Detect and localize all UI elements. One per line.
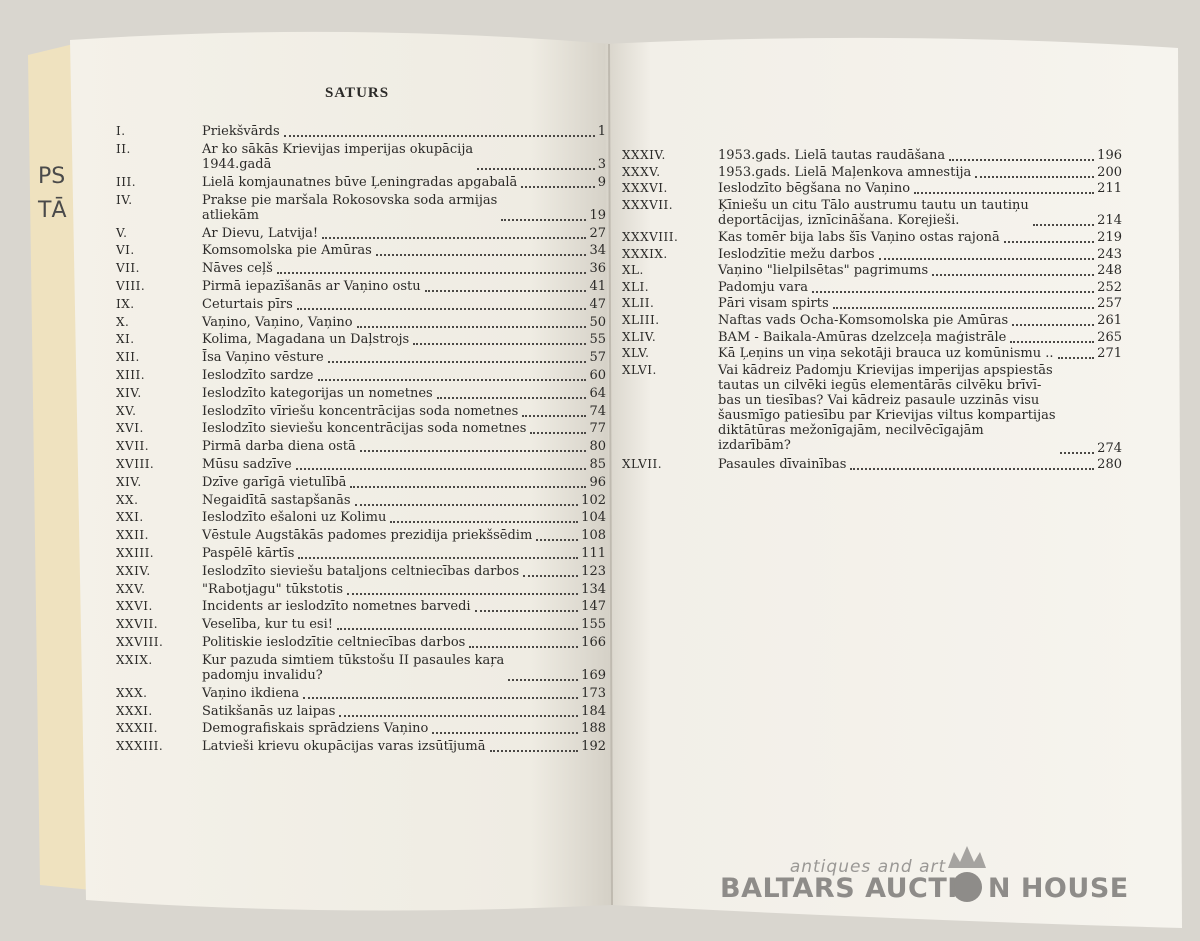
toc-entry-number: XLV.: [622, 346, 650, 361]
toc-entry-title-line: Latvieši krievu okupācijas varas izsūtījumā: [202, 739, 486, 755]
toc-entry-number: XXXI.: [116, 703, 153, 718]
toc-entry-title: [202, 142, 473, 172]
toc-entry-number: VII.: [116, 261, 140, 276]
toc-entry-number: XXVII.: [116, 617, 159, 632]
toc-entry-title: [202, 175, 517, 190]
toc-leader-dots: [475, 597, 579, 612]
toc-leader-dots: [355, 491, 579, 506]
toc-entry-page: 214: [1097, 213, 1122, 229]
toc-entry-title: [202, 315, 353, 330]
toc-entry-number: XXII.: [116, 528, 149, 543]
toc-entry-title-line: Pirmā darba diena ostā: [202, 439, 356, 455]
toc-leader-dots: [812, 278, 1094, 293]
toc-right-column: [622, 148, 1122, 508]
toc-leader-dots: [1004, 228, 1094, 243]
toc-entry-title-line: Ieslodzīto sieviešu bataljons celtniecības darbos: [202, 563, 520, 579]
toc-entry-title-line: Kas tomēr bija labs šīs Vaņino ostas rajonā: [718, 230, 1000, 245]
toc-leader-dots: [337, 615, 578, 630]
toc-entry-title-line: Īsa Vaņino vēsture: [202, 350, 324, 366]
toc-entry-title-line: Demografiskais sprādziens Vaņino: [202, 721, 429, 737]
toc-entry-title-line: Dzīve garīgā vietulībā: [202, 474, 347, 490]
toc-entry-page: 184: [581, 703, 606, 719]
toc-leader-dots: [932, 261, 1094, 276]
toc-leader-dots: [1058, 344, 1095, 359]
toc-leader-dots: [522, 402, 586, 417]
toc-entry-title-line: Vaņino, Vaņino, Vaņino: [202, 314, 353, 330]
toc-entry-title-line: izdarībām?: [718, 437, 791, 453]
toc-leader-dots: [284, 122, 595, 137]
toc-entry-title-line: Ieslodzītie mežu darbos: [718, 246, 875, 262]
toc-leader-dots: [390, 508, 578, 523]
toc-entry-number: V.: [116, 225, 128, 240]
toc-entry-number: XXVI.: [116, 599, 153, 614]
toc-entry-page: 271: [1097, 346, 1122, 362]
toc-entry-page: 96: [589, 474, 606, 490]
toc-left-column: [116, 124, 606, 784]
toc-entry-number: XXI.: [116, 510, 144, 525]
toc-entry-page: 9: [597, 174, 606, 190]
toc-entry-number: XLVII.: [622, 457, 663, 472]
toc-entry-number: VI.: [116, 243, 135, 258]
toc-entry-title-line: Prakse pie maršala Rokosovska soda armijas: [202, 192, 498, 208]
toc-entry-title: [718, 148, 945, 163]
toc-entry-title-line: tautas un cilvēki iegūs elementārās cilvēku brīvī-: [718, 377, 1042, 393]
toc-entry-title-line: Vai kādreiz Padomju Krievijas imperijas apspiestās: [718, 362, 1053, 378]
toc-entry-title-line: Satikšanās uz laipas: [202, 703, 336, 719]
watermark-brand-end: N HOUSE: [987, 873, 1129, 904]
toc-entry-title: [202, 599, 471, 614]
toc-entry-title: [202, 582, 343, 597]
toc-entry-number: XIV.: [116, 385, 142, 400]
toc-entry-page: 19: [589, 207, 606, 223]
toc-entry-page: 166: [581, 635, 606, 650]
toc-entry-title: [202, 510, 386, 525]
toc-leader-dots: [1033, 211, 1094, 226]
toc-entry-page: 252: [1097, 279, 1122, 295]
toc-entry-title: [202, 493, 351, 508]
toc-entry-number: IX.: [116, 296, 135, 311]
toc-entry-number: XI.: [116, 332, 135, 347]
toc-entry-title: [718, 313, 1008, 328]
toc-entry-page: 34: [589, 243, 606, 259]
toc-entry-title-line: Priekšvārds: [202, 124, 280, 139]
toc-leader-dots: [536, 526, 578, 541]
toc-leader-dots: [833, 294, 1095, 309]
toc-entry-title-line: BAM - Baikala-Amūras dzelzceļa maģistrāle: [718, 329, 1007, 345]
toc-leader-dots: [303, 684, 578, 699]
toc-leader-dots: [490, 737, 579, 752]
toc-entry-title-line: Pāri visam spirts: [718, 296, 829, 312]
toc-entry-title: [202, 226, 318, 241]
toc-entry-page: 55: [589, 332, 606, 348]
toc-heading: SATURS: [325, 85, 390, 101]
toc-leader-dots: [318, 366, 587, 381]
toc-leader-dots: [298, 544, 578, 559]
toc-entry-title: [718, 247, 875, 262]
toc-entry-title-line: Ar ko sākās Krievijas imperijas okupācija: [202, 141, 474, 157]
toc-entry-page: 77: [589, 421, 606, 437]
toc-entry-page: 219: [1097, 230, 1122, 245]
toc-entry-page: 3: [597, 156, 606, 172]
toc-leader-dots: [879, 245, 1095, 260]
toc-entry-number: XXXIV.: [622, 148, 666, 162]
toc-leader-dots: [530, 419, 586, 434]
toc-leader-dots: [975, 163, 1094, 178]
toc-entry-title: [202, 193, 497, 223]
toc-entry-page: 85: [589, 457, 606, 472]
toc-entry-number: XV.: [116, 403, 137, 418]
toc-entry-title: [202, 721, 428, 736]
toc-entry-title: [202, 243, 372, 258]
toc-entry-number: XXXVII.: [622, 197, 674, 212]
toc-entry-page: 188: [581, 721, 606, 737]
toc-entry-number: XVII.: [116, 439, 150, 454]
toc-entry-title: [202, 704, 335, 719]
toc-leader-dots: [328, 348, 587, 363]
toc-entry-title: [202, 279, 421, 294]
toc-entry-page: 36: [589, 261, 606, 277]
watermark-tagline: antiques and art: [789, 857, 947, 877]
toc-entry-title: [202, 739, 486, 754]
toc-entry-title-line: Lielā komjaunatnes būve Ļeningradas apgabalā: [202, 174, 518, 190]
toc-entry-title: [202, 404, 518, 419]
toc-entry-page: 111: [581, 546, 606, 561]
toc-entry-number: XIII.: [116, 368, 146, 382]
toc-entry-page: 104: [581, 510, 606, 526]
toc-entry-number: XXXVIII.: [622, 230, 679, 244]
toc-entry-page: 1: [597, 124, 606, 139]
toc-entry-page: 64: [589, 385, 606, 401]
toc-entry-title-line: Nāves ceļš: [202, 261, 273, 277]
toc-entry-title: [202, 546, 294, 561]
toc-leader-dots: [360, 437, 587, 452]
toc-entry-number: XXIII.: [116, 546, 155, 560]
toc-entry-page: 265: [1097, 329, 1122, 345]
toc-entry-page: 200: [1097, 164, 1122, 180]
toc-entry-page: 60: [589, 368, 606, 383]
toc-entry-page: 74: [589, 403, 606, 419]
toc-entry-title-line: Ieslodzīto vīriešu koncentrācijas soda nometnes: [202, 403, 519, 419]
toc-leader-dots: [297, 295, 587, 310]
watermark-brand: [720, 873, 1140, 904]
toc-entry-title: [202, 368, 314, 383]
toc-entry-page: 27: [589, 225, 606, 241]
toc-leader-dots: [914, 179, 1094, 194]
toc-leader-dots: [1010, 328, 1094, 343]
toc-entry-number: XLVI.: [622, 362, 657, 377]
toc-entry-title-line: bas un tiesības? Vai kādreiz pasaule uzzinās visu: [718, 392, 1040, 408]
cover-spine-text: PS TĀ: [38, 164, 67, 223]
toc-leader-dots: [850, 455, 1094, 470]
toc-entry-page: 243: [1097, 246, 1122, 262]
toc-entry-title: [718, 280, 808, 295]
toc-entry-title: [718, 346, 1054, 361]
toc-entry-title-line: padomju invalidu?: [202, 667, 323, 683]
toc-entry-number: XXXIII.: [116, 739, 164, 754]
toc-entry-title-line: Incidents ar ieslodzīto nometnes barvedi: [202, 599, 471, 615]
toc-entry-title: [718, 363, 1056, 453]
toc-leader-dots: [425, 277, 587, 292]
toc-entry-page: 155: [581, 617, 606, 633]
toc-leader-dots: [437, 384, 587, 399]
toc-leader-dots: [357, 313, 587, 328]
toc-entry-title: [718, 457, 846, 472]
toc-entry-page: 248: [1097, 263, 1122, 279]
toc-entry-title-line: Kā Ļeņins un viņa sekotāji brauca uz komūnismu ..: [718, 346, 1054, 362]
toc-leader-dots: [322, 224, 586, 239]
toc-entry-title: [202, 332, 409, 347]
toc-entry-title-line: Ieslodzīto sardze: [202, 368, 314, 383]
toc-entry-title-line: Kolima, Magadana un Daļstrojs: [202, 332, 410, 348]
toc-entry-number: XVI.: [116, 421, 144, 436]
toc-entry-number: XXVIII.: [116, 635, 164, 649]
toc-entry-number: XXXII.: [116, 721, 158, 736]
toc-entry-title-line: Pasaules dīvainības: [718, 457, 847, 473]
toc-entry-number: I.: [116, 124, 126, 138]
toc-entry-title-line: Ieslodzīto bēgšana no Vaņino: [718, 181, 911, 197]
toc-entry-page: 108: [581, 528, 606, 544]
toc-entry-title-line: Vaņino ikdiena: [202, 685, 300, 701]
toc-leader-dots: [469, 633, 578, 648]
toc-entry-title: [718, 181, 910, 196]
toc-entry-number: XLII.: [622, 296, 655, 311]
toc-entry-page: 123: [581, 563, 606, 579]
toc-entry-number: XXXVI.: [622, 181, 668, 196]
toc-entry-number: XXIV.: [116, 563, 151, 578]
toc-entry-number: XXXIX.: [622, 246, 668, 261]
toc-entry-number: XXIX.: [116, 652, 153, 667]
toc-leader-dots: [508, 666, 578, 681]
toc-entry-title-line: Paspēlē kārtīs: [202, 546, 295, 561]
toc-entry-number: X.: [116, 314, 130, 329]
toc-entry-title: [718, 263, 928, 278]
toc-entry-page: 169: [581, 667, 606, 683]
toc-entry-title: [718, 198, 1029, 228]
toc-entry-page: 80: [589, 439, 606, 455]
toc-entry-page: 173: [581, 685, 606, 701]
toc-entry-title: [202, 261, 273, 276]
toc-entry-title: [202, 124, 280, 139]
toc-entry-title: [202, 386, 433, 401]
toc-entry-page: 274: [1097, 440, 1122, 456]
toc-entry-page: 50: [589, 314, 606, 330]
watermark-brand-start: BALTARS AUCTI: [720, 873, 958, 904]
toc-entry-title-line: Vēstule Augstākās padomes prezidija priekšsēdim: [202, 528, 533, 544]
toc-entry-title-line: Pirmā iepazīšanās ar Vaņino ostu: [202, 279, 421, 294]
toc-entry-title-line: šausmīgo patiesību par Krievijas viltus kompartijas: [718, 407, 1056, 423]
toc-entry-title: [202, 564, 519, 579]
toc-entry-title: [202, 475, 346, 490]
toc-leader-dots: [413, 330, 586, 345]
toc-entry-page: 41: [589, 279, 606, 294]
toc-entry-title-line: Naftas vads Ocha-Komsomolska pie Amūras: [718, 313, 1009, 328]
toc-entry-number: XL.: [622, 263, 644, 278]
toc-entry-page: 257: [1097, 296, 1122, 312]
toc-entry-title: [202, 439, 356, 454]
toc-entry-number: XVIII.: [116, 457, 155, 471]
toc-entry-page: 102: [581, 492, 606, 508]
toc-entry-number: XII.: [116, 350, 140, 365]
toc-entry-title-line: Ieslodzīto sieviešu koncentrācijas soda nometnes: [202, 421, 527, 437]
toc-leader-dots: [432, 719, 578, 734]
toc-entry-title-line: "Rabotjagu" tūkstotis: [202, 581, 344, 597]
toc-leader-dots: [1012, 311, 1094, 326]
toc-entry-title-line: Ieslodzīto kategorijas un nometnes: [202, 385, 433, 401]
toc-leader-dots: [521, 173, 594, 188]
toc-entry-number: IV.: [116, 192, 133, 207]
toc-entry-title-line: Ķīniešu un citu Tālo austrumu tautu un tautiņu: [718, 197, 1029, 213]
toc-leader-dots: [347, 580, 578, 595]
toc-entry-title: [202, 635, 465, 650]
toc-entry-title-line: 1944.gadā: [202, 156, 272, 172]
toc-entry-title-line: 1953.gads. Lielā Maļenkova amnestija: [718, 164, 972, 180]
toc-entry-title-line: atliekām: [202, 207, 259, 223]
toc-leader-dots: [523, 562, 578, 577]
toc-entry-title: [202, 617, 333, 632]
toc-entry-title-line: Vaņino "lielpilsētas" pagrimums: [718, 263, 929, 279]
toc-entry-number: III.: [116, 174, 137, 189]
toc-entry-title: [718, 230, 1000, 245]
toc-entry-title: [202, 528, 532, 543]
toc-entry-title: [202, 297, 293, 312]
toc-entry-page: 57: [589, 350, 606, 366]
toc-entry-number: XXXV.: [622, 164, 661, 179]
toc-entry-title: [202, 686, 299, 701]
toc-entry-title-line: Politiskie ieslodzītie celtniecības darbos: [202, 635, 466, 650]
toc-entry-page: 196: [1097, 148, 1122, 163]
toc-entry-page: 192: [581, 739, 606, 755]
toc-entry-number: II.: [116, 141, 131, 156]
toc-leader-dots: [339, 702, 578, 717]
toc-entry-title: [202, 457, 292, 472]
toc-entry-page: 147: [581, 599, 606, 615]
toc-leader-dots: [477, 155, 595, 170]
toc-entry-title: [202, 350, 324, 365]
toc-entry-page: 211: [1097, 181, 1122, 197]
toc-entry-title: [202, 421, 526, 436]
toc-entry-title-line: Padomju vara: [718, 279, 808, 295]
toc-entry-number: VIII.: [116, 279, 146, 293]
toc-entry-page: 47: [589, 296, 606, 312]
toc-entry-title: [202, 653, 504, 683]
toc-entry-title-line: Ieslodzīto ešaloni uz Kolimu: [202, 510, 387, 526]
toc-entry-title: [718, 165, 971, 180]
toc-entry-title-line: Mūsu sadzīve: [202, 457, 292, 472]
toc-entry-title-line: deportācijas, iznīcināšana. Korejieši.: [718, 212, 960, 228]
toc-entry-title-line: Negaidītā sastapšanās: [202, 492, 351, 508]
toc-entry-title: [718, 330, 1006, 345]
toc-entry-title-line: diktātūras mežonīgajām, necilvēcīgajām: [718, 422, 984, 438]
toc-leader-dots: [1060, 439, 1095, 454]
toc-leader-dots: [949, 146, 1094, 161]
toc-entry-number: XX.: [116, 492, 139, 507]
toc-entry-number: XIV.: [116, 474, 142, 489]
toc-entry-title: [718, 296, 829, 311]
toc-entry-page: 261: [1097, 313, 1122, 328]
toc-leader-dots: [277, 259, 587, 274]
toc-entry-title-line: Ceturtais pīrs: [202, 296, 293, 312]
toc-entry-title-line: Ar Dievu, Latvija!: [202, 225, 319, 241]
toc-entry-number: XXX.: [116, 685, 148, 700]
toc-entry-title-line: Veselība, kur tu esi!: [202, 617, 333, 633]
toc-entry-title-line: Kur pazuda simtiem tūkstošu II pasaules kaŗa: [202, 652, 505, 668]
toc-entry-page: 134: [581, 581, 606, 597]
toc-leader-dots: [376, 241, 587, 256]
toc-leader-dots: [350, 473, 586, 488]
toc-entry-title-line: 1953.gads. Lielā tautas raudāšana: [718, 148, 946, 163]
toc-entry-number: XLI.: [622, 279, 650, 294]
toc-entry-page: 280: [1097, 457, 1122, 473]
toc-entry-number: XXV.: [116, 581, 146, 596]
toc-leader-dots: [296, 455, 587, 470]
toc-entry-number: XLIV.: [622, 329, 657, 344]
toc-entry-title-line: Komsomolska pie Amūras: [202, 243, 372, 259]
toc-leader-dots: [501, 206, 586, 221]
toc-entry-number: XLIII.: [622, 313, 660, 327]
